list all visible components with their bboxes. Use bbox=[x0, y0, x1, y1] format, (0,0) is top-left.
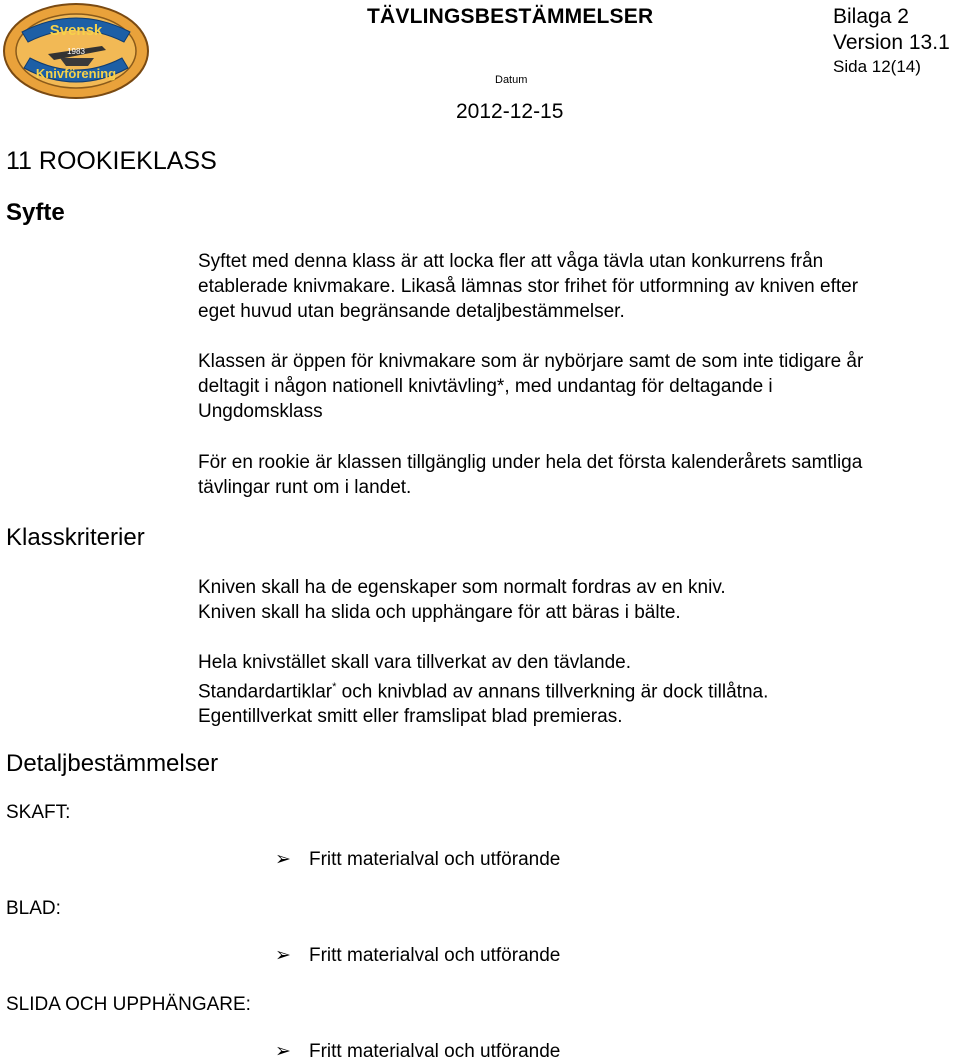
section-title: 11 ROOKIEKLASS bbox=[6, 147, 217, 175]
document-title: TÄVLINGSBESTÄMMELSER bbox=[367, 5, 654, 28]
text-line: Egentillverkat smitt eller framslipat blad premieras. bbox=[198, 706, 623, 728]
text-fragment: och knivblad av annans tillverkning är dock tillåtna. bbox=[336, 681, 769, 703]
sheath-label: SLIDA OCH UPPHÄNGARE: bbox=[6, 994, 251, 1015]
document-date: 2012-12-15 bbox=[456, 100, 564, 123]
blade-label: BLAD: bbox=[6, 898, 61, 919]
purpose-paragraph bbox=[198, 249, 958, 324]
list-item-text: Fritt materialval och utförande bbox=[309, 945, 561, 966]
text-fragment: Standardartiklar bbox=[198, 681, 333, 703]
details-heading: Detaljbestämmelser bbox=[6, 750, 219, 777]
text-line: Klassen är öppen för knivmakare som är nybörjare samt de som inte tidigare år bbox=[198, 351, 864, 372]
list-item-text: Fritt materialval och utförande bbox=[309, 1041, 561, 1062]
appendix-label: Bilaga 2 bbox=[833, 5, 909, 28]
text-line: Kniven skall ha de egenskaper som normalt fordras av en kniv. bbox=[198, 577, 726, 598]
criteria-paragraph-a bbox=[198, 575, 958, 625]
criteria-heading: Klasskriterier bbox=[6, 524, 145, 551]
logo-emblem bbox=[2, 2, 150, 100]
purpose-heading: Syfte bbox=[6, 199, 65, 226]
text-line: Hela knivstället skall vara tillverkat av den tävlande. bbox=[198, 652, 631, 673]
text-line: deltagit i någon nationell knivtävling*, med undantag för deltagande i bbox=[198, 376, 773, 397]
bullet-arrow-icon: ➢ bbox=[275, 1041, 291, 1062]
criteria-paragraph-b bbox=[198, 650, 958, 729]
blade-item bbox=[275, 944, 560, 967]
date-label: Datum bbox=[495, 74, 528, 86]
version-label: Version 13.1 bbox=[833, 31, 950, 54]
bullet-arrow-icon: ➢ bbox=[275, 849, 291, 870]
text-line: För en rookie är klassen tillgänglig under hela det första kalenderårets samtliga bbox=[198, 452, 863, 473]
handle-item bbox=[275, 848, 560, 871]
handle-label: SKAFT: bbox=[6, 802, 71, 823]
text-line: eget huvud utan begränsande detaljbestämmelser. bbox=[198, 301, 625, 322]
text-line: tävlingar runt om i landet. bbox=[198, 477, 412, 498]
sheath-item bbox=[275, 1040, 560, 1063]
footnote-marker: * bbox=[332, 681, 337, 693]
logo-text-top: Svensk bbox=[49, 22, 103, 39]
eligibility-paragraph bbox=[198, 349, 958, 424]
page-number: Sida 12(14) bbox=[833, 57, 921, 76]
logo-text-bottom: Knivförening bbox=[35, 66, 117, 81]
rookie-paragraph bbox=[198, 450, 958, 500]
list-item-text: Fritt materialval och utförande bbox=[309, 849, 561, 870]
text-line: Ungdomsklass bbox=[198, 401, 323, 422]
logo-text-year: 1983 bbox=[67, 47, 85, 56]
text-line: etablerade knivmakare. Likaså lämnas stor frihet för utformning av kniven efter bbox=[198, 276, 859, 297]
text-line: Syftet med denna klass är att locka fler att våga tävla utan konkurrens från bbox=[198, 251, 824, 272]
bullet-arrow-icon: ➢ bbox=[275, 945, 291, 966]
text-line bbox=[198, 675, 958, 704]
text-line: Kniven skall ha slida och upphängare för att bäras i bälte. bbox=[198, 602, 681, 623]
